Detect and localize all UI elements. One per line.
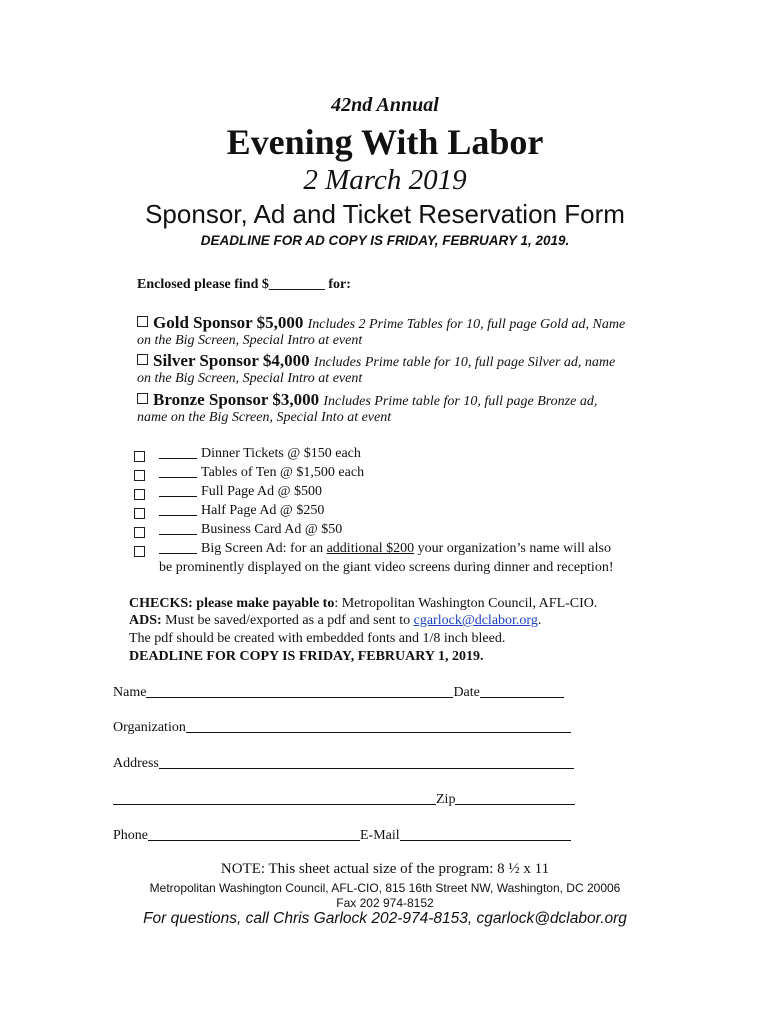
sponsor-description-cont: name on the Big Screen, Special Into at event bbox=[137, 410, 392, 425]
checkbox[interactable] bbox=[134, 526, 150, 544]
size-note: NOTE: This sheet actual size of the program: 8 ½ x 11 bbox=[220, 861, 550, 877]
item-dinner-tickets: Dinner Tickets @ $150 each bbox=[159, 446, 361, 462]
item-half-page-ad: Half Page Ad @ $250 bbox=[159, 503, 324, 519]
phone-field[interactable] bbox=[148, 828, 360, 841]
big-screen-ad-cont: be prominently displayed on the giant video screens during dinner and reception! bbox=[159, 560, 614, 575]
sponsor-label: Silver Sponsor $4,000 bbox=[153, 351, 310, 370]
address-field[interactable] bbox=[159, 756, 574, 769]
checks-payable-line: CHECKS: please make payable to: Metropolitan Washington Council, AFL-CIO. bbox=[129, 596, 598, 611]
form-title: Sponsor, Ad and Ticket Reservation Form bbox=[145, 199, 625, 229]
phone-email-row: Phone E-Mail bbox=[113, 828, 571, 844]
sponsor-description-cont: on the Big Screen, Special Intro at event bbox=[137, 333, 363, 348]
name-field[interactable] bbox=[146, 685, 453, 698]
questions-contact: For questions, call Chris Garlock 202-974-8153, cgarlock@dclabor.org bbox=[143, 910, 627, 927]
date-field[interactable] bbox=[480, 685, 564, 698]
email-link[interactable]: cgarlock@dclabor.org bbox=[413, 613, 538, 628]
checkbox[interactable] bbox=[134, 469, 150, 487]
checkbox[interactable] bbox=[134, 545, 150, 563]
ad-deadline-notice: DEADLINE FOR AD COPY IS FRIDAY, FEBRUARY 1, 2019. bbox=[200, 233, 570, 248]
checkbox[interactable] bbox=[137, 354, 148, 365]
ads-instructions-line: ADS: Must be saved/exported as a pdf and sent to cgarlock@dclabor.org. bbox=[129, 613, 542, 628]
pdf-note: The pdf should be created with embedded fonts and 1/8 inch bleed. bbox=[129, 631, 506, 646]
organization-row: Organization bbox=[113, 720, 571, 736]
checkbox[interactable] bbox=[137, 316, 148, 327]
sponsor-option-gold[interactable] bbox=[137, 313, 625, 333]
checkbox[interactable] bbox=[134, 507, 150, 525]
item-business-card-ad: Business Card Ad @ $50 bbox=[159, 522, 342, 538]
checkbox[interactable] bbox=[134, 450, 150, 468]
checkbox[interactable] bbox=[137, 393, 148, 404]
address-row: Address bbox=[113, 756, 574, 772]
sponsor-option-bronze[interactable] bbox=[137, 390, 597, 410]
sponsor-description-cont: on the Big Screen, Special Intro at event bbox=[137, 371, 363, 386]
copy-deadline: DEADLINE FOR COPY IS FRIDAY, FEBRUARY 1, 2019. bbox=[129, 649, 484, 664]
organization-field[interactable] bbox=[186, 720, 571, 733]
quantity-blank[interactable] bbox=[159, 465, 197, 478]
sponsor-description: Includes Prime table for 10, full page Silver ad, name bbox=[313, 355, 616, 370]
quantity-blank[interactable] bbox=[159, 541, 197, 554]
zip-row: Zip bbox=[113, 792, 575, 808]
fax-number: Fax 202 974-8152 bbox=[336, 896, 434, 910]
sponsor-option-silver[interactable] bbox=[137, 351, 615, 371]
email-field[interactable] bbox=[400, 828, 571, 841]
council-address: Metropolitan Washington Council, AFL-CIO, 815 16th Street NW, Washington, DC 20006 bbox=[149, 881, 621, 895]
item-big-screen-ad: Big Screen Ad: for an additional $200 your organization’s name will also bbox=[159, 541, 611, 557]
annual-label: 42nd Annual bbox=[331, 94, 439, 116]
sponsor-description: Includes Prime table for 10, full page Bronze ad, bbox=[323, 394, 598, 409]
enclosed-amount-line: Enclosed please find $________ for: bbox=[137, 277, 351, 292]
zip-field[interactable] bbox=[455, 792, 575, 805]
checkbox[interactable] bbox=[134, 488, 150, 506]
sponsor-label: Gold Sponsor $5,000 bbox=[153, 313, 304, 332]
quantity-blank[interactable] bbox=[159, 503, 197, 516]
quantity-blank[interactable] bbox=[159, 446, 197, 459]
name-date-row: Name Date bbox=[113, 685, 564, 701]
event-title: Evening With Labor bbox=[226, 122, 544, 162]
city-state-field[interactable] bbox=[113, 792, 436, 805]
item-full-page-ad: Full Page Ad @ $500 bbox=[159, 484, 322, 500]
sponsor-description: Includes 2 Prime Tables for 10, full page Gold ad, Name bbox=[307, 317, 626, 332]
item-tables: Tables of Ten @ $1,500 each bbox=[159, 465, 364, 481]
quantity-blank[interactable] bbox=[159, 484, 197, 497]
event-date: 2 March 2019 bbox=[303, 164, 467, 196]
sponsor-label: Bronze Sponsor $3,000 bbox=[153, 390, 320, 409]
quantity-blank[interactable] bbox=[159, 522, 197, 535]
